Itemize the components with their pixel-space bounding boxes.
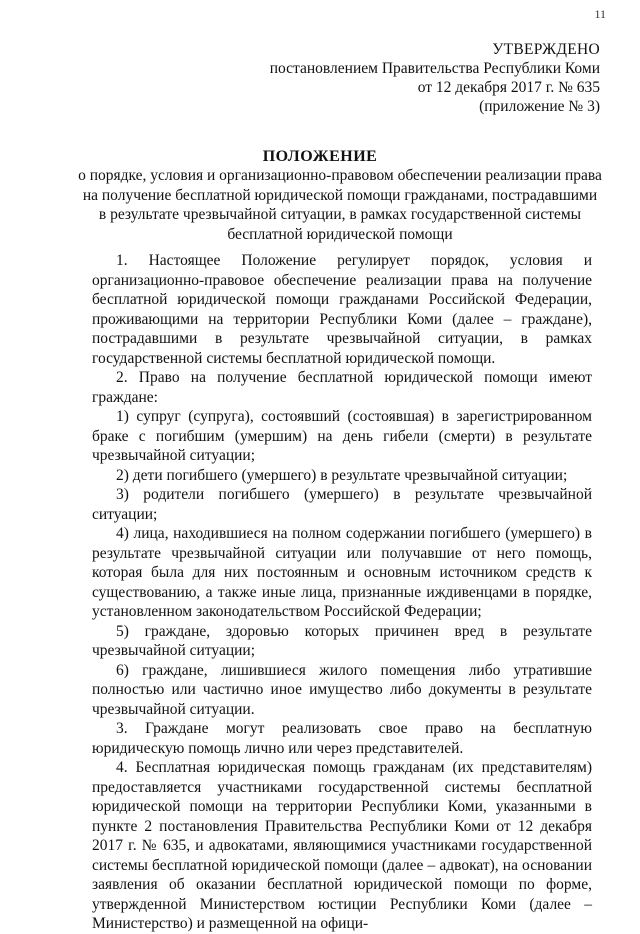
document-title: ПОЛОЖЕНИЕ	[262, 148, 378, 165]
subtitle-line: в результате чрезвычайной ситуации, в рамках государственной системы	[98, 206, 582, 223]
page-number: 11	[594, 7, 606, 21]
approval-line: (приложение № 3)	[479, 98, 600, 115]
document-subtitle	[60, 166, 620, 244]
paragraph: 2. Право на получение бесплатной юридической помощи имеют граждане:	[92, 369, 592, 406]
document-body	[92, 251, 592, 934]
paragraph: 1. Настоящее Положение регулирует порядок, условия и организационно-правовое обеспечение реализации права на получение бесплатной юридической помощи гражданами Российской Федерации, проживающими на территории Республики Коми (далее – граждане), пострадавшими в результате чрезвычайной ситуации, в рамках государственной системы бесплатной юридической помощи.	[92, 252, 592, 367]
approval-stamp	[270, 40, 600, 116]
subtitle-line: о порядке, условия и организационно-правовом обеспечении реализации права	[78, 167, 602, 184]
list-item: 5) граждане, здоровью которых причинен вред в результате чрезвычайной ситуации;	[92, 622, 592, 659]
approval-line: от 12 декабря 2017 г. № 635	[417, 79, 600, 96]
list-item: 1) супруг (супруга), состоявший (состоявшая) в зарегистрированном браке с погибшим (умершим) на день гибели (смерти) в результате чрезвычайной ситуации;	[92, 408, 592, 464]
list-item: 3) родители погибшего (умершего) в результате чрезвычайной ситуации;	[92, 486, 592, 523]
subtitle-line: на получение бесплатной юридической помощи гражданами, пострадавшими	[82, 186, 598, 204]
approval-line: постановлением Правительства Республики Коми	[269, 60, 600, 77]
list-item: 6) граждане, лишившиеся жилого помещения либо утратившие полностью или частично иное имущество либо документы в результате чрезвычайной ситуации.	[92, 661, 592, 718]
list-item: 2) дети погибшего (умершего) в результате чрезвычайной ситуации;	[116, 466, 568, 484]
list-item: 4) лица, находившиеся на полном содержании погибшего (умершего) в результате чрезвычайной ситуации или получавшие от него помощь, которая была для них постоянным и основным источником средств к существованию, а также иные лица, признанные иждивенцами в порядке, установленном законодательством Российской Федерации;	[92, 525, 592, 620]
approval-title: УТВЕРЖДЕНО	[492, 41, 600, 58]
paragraph: 4. Бесплатная юридическая помощь гражданам (их представителям) предоставляется участниками государственной системы бесплатной юридической помощи на территории Республики Коми, указанными в пункте 2 постановления Правительства Республики Коми от 12 декабря 2017 г. № 635, и адвокатами, являющимися участниками государственной системы бесплатной юридической помощи (далее – адвокат), на основании заявления об оказании бесплатной юридической помощи по форме, утвержденной Министерством юстиции Республики Коми (далее – Министерство) и размещенной на офици-	[92, 759, 592, 932]
subtitle-line: бесплатной юридической помощи	[227, 225, 453, 243]
paragraph: 3. Граждане могут реализовать свое право на бесплатную юридическую помощь лично или через представителей.	[92, 720, 592, 757]
